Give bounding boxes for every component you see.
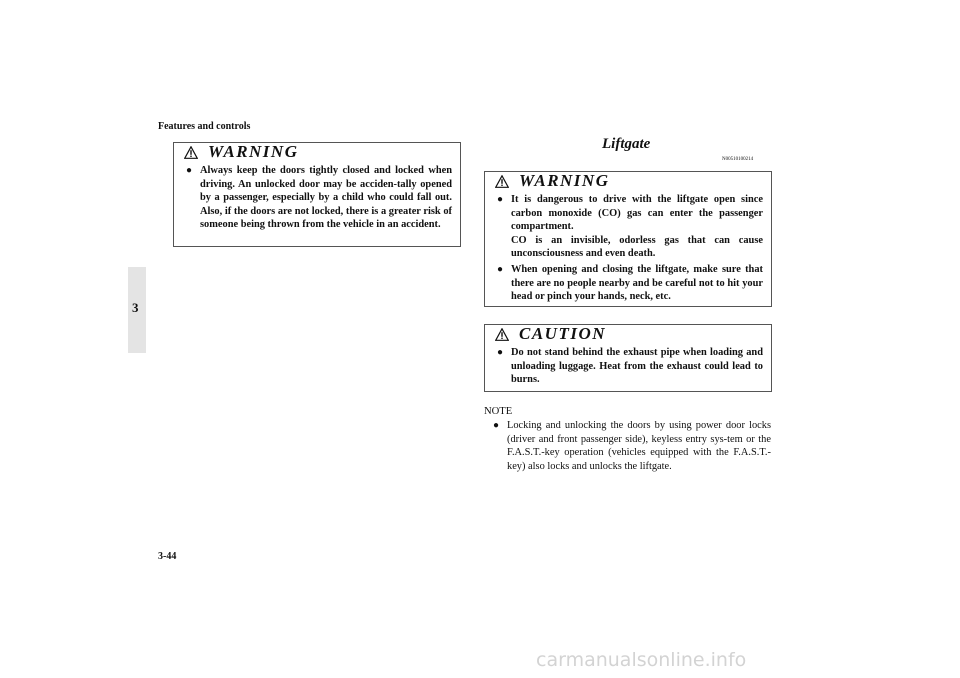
section-title: Liftgate	[602, 136, 651, 152]
warning-item-text-main: It is dangerous to drive with the liftgate open since carbon monoxide (CO) gas can enter the passenger compartment.	[511, 194, 763, 233]
warning-header	[174, 143, 460, 163]
bullet-icon: ●	[497, 347, 504, 358]
chapter-number: 3	[132, 300, 139, 315]
warning-title: WARNING	[519, 171, 610, 190]
bullet-icon: ●	[186, 165, 193, 176]
watermark-link[interactable]: carmanualsonline.info	[536, 649, 747, 671]
caution-header	[485, 325, 771, 345]
warning-triangle-icon	[495, 328, 509, 341]
bullet-icon: ●	[493, 420, 500, 431]
door-warning-box	[173, 142, 461, 247]
warning-title: WARNING	[208, 142, 299, 161]
warning-item-text: Always keep the doors tightly closed and locked when driving. An unlocked door may be acciden-tally opened by a passenger, especially by a child who could fall out. Also, if the doors are not locked, there is a greater risk of someone being thrown from the vehicle in an accident.	[200, 165, 452, 231]
caution-item-text: Do not stand behind the exhaust pipe when loading and unloading luggage. Heat from the exhaust could lead to burns.	[511, 347, 763, 386]
caution-item	[497, 346, 763, 387]
page-header: Features and controls	[158, 121, 251, 132]
warning-triangle-icon	[184, 146, 198, 159]
liftgate-caution-box	[484, 324, 772, 392]
note-item-text: Locking and unlocking the doors by using power door locks (driver and front passenger side), keyless entry sys-tem or the F.A.S.T.-key operation (vehicles equipped with the F.A.S.T.-key) also locks and unlocks the liftgate.	[507, 420, 771, 472]
warning-item-text-extra: CO is an invisible, odorless gas that can cause unconsciousness and even death.	[511, 234, 763, 260]
warning-item-text: When opening and closing the liftgate, make sure that there are no people nearby and be careful not to hit your head or pinch your hands, neck, etc.	[511, 263, 763, 303]
caution-title: CAUTION	[519, 324, 607, 343]
page-number: 3-44	[158, 551, 177, 562]
bullet-icon: ●	[497, 194, 504, 205]
note-label: NOTE	[484, 406, 513, 417]
note-item	[493, 419, 771, 473]
section-code: N00510100214	[722, 157, 754, 162]
warning-item	[497, 263, 763, 304]
warning-header	[485, 172, 771, 192]
warning-item	[497, 193, 763, 261]
bullet-icon: ●	[497, 263, 504, 275]
warning-triangle-icon	[495, 175, 509, 188]
warning-item	[186, 164, 452, 232]
warning-item-text	[511, 193, 763, 261]
liftgate-warning-box	[484, 171, 772, 307]
